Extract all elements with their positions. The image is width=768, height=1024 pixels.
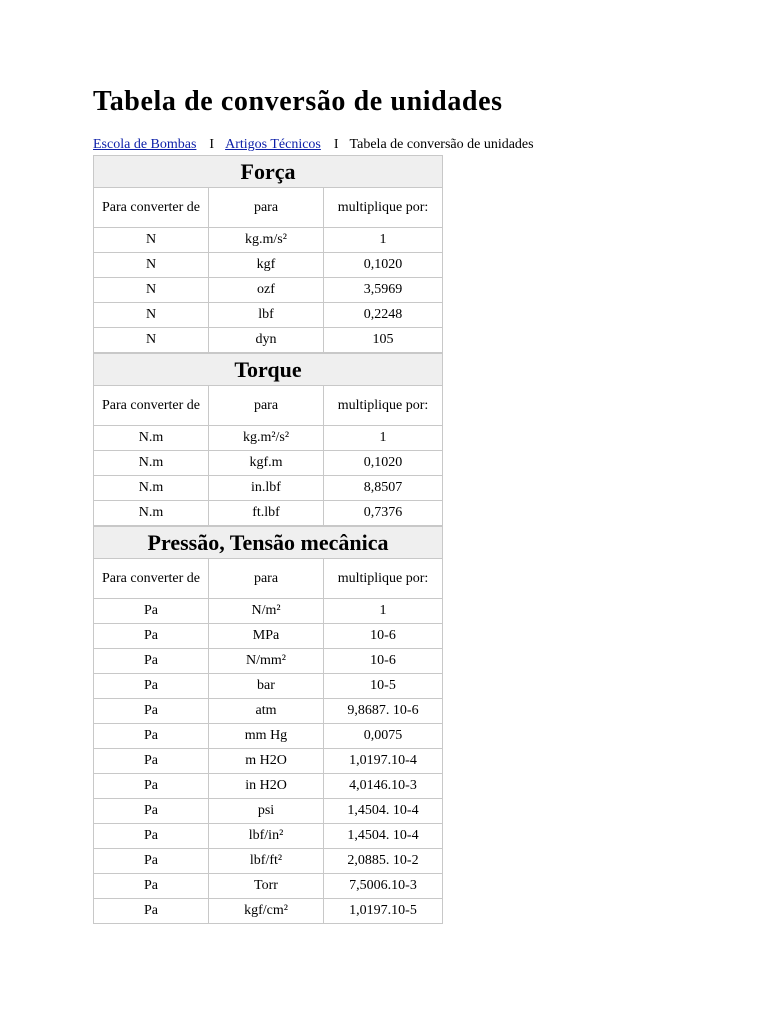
table-row (94, 624, 443, 649)
factor-cell: 1,4504. 10-4 (324, 799, 443, 824)
table-row (94, 849, 443, 874)
to-unit-cell: kgf/cm² (209, 899, 324, 924)
from-unit-cell: N.m (94, 451, 209, 476)
from-unit-cell: Pa (94, 724, 209, 749)
table-row (94, 599, 443, 624)
table-row (94, 899, 443, 924)
from-unit-cell: N.m (94, 476, 209, 501)
section-title: Pressão, Tensão mecânica (94, 527, 443, 559)
table-row (94, 699, 443, 724)
to-unit-cell: kgf.m (209, 451, 324, 476)
table-row (94, 824, 443, 849)
factor-cell: 4,0146.10-3 (324, 774, 443, 799)
breadcrumb-separator: I (209, 137, 215, 152)
table-row (94, 476, 443, 501)
factor-cell: 1 (324, 228, 443, 253)
factor-cell: 0,0075 (324, 724, 443, 749)
column-header-row (94, 188, 443, 228)
table-row (94, 501, 443, 526)
to-unit-cell: bar (209, 674, 324, 699)
table-row (94, 328, 443, 353)
conversion-table (93, 155, 443, 353)
column-header-to: para (209, 559, 324, 599)
from-unit-cell: N (94, 278, 209, 303)
from-unit-cell: N.m (94, 501, 209, 526)
column-header-row (94, 386, 443, 426)
table-row (94, 253, 443, 278)
breadcrumb-separator: I (333, 137, 339, 152)
factor-cell: 10-6 (324, 649, 443, 674)
factor-cell: 0,1020 (324, 451, 443, 476)
to-unit-cell: lbf/in² (209, 824, 324, 849)
factor-cell: 1,4504. 10-4 (324, 824, 443, 849)
factor-cell: 105 (324, 328, 443, 353)
factor-cell: 3,5969 (324, 278, 443, 303)
to-unit-cell: atm (209, 699, 324, 724)
column-header-factor: multiplique por: (324, 188, 443, 228)
table-row (94, 278, 443, 303)
column-header-to: para (209, 188, 324, 228)
factor-cell: 9,8687. 10-6 (324, 699, 443, 724)
from-unit-cell: Pa (94, 799, 209, 824)
column-header-to: para (209, 386, 324, 426)
table-row (94, 674, 443, 699)
factor-cell: 7,5006.10-3 (324, 874, 443, 899)
table-row (94, 799, 443, 824)
to-unit-cell: m H2O (209, 749, 324, 774)
from-unit-cell: Pa (94, 674, 209, 699)
breadcrumb-link-artigos-tecnicos[interactable]: Artigos Técnicos (225, 137, 321, 152)
conversion-table (93, 526, 443, 924)
to-unit-cell: MPa (209, 624, 324, 649)
from-unit-cell: N.m (94, 426, 209, 451)
column-header-factor: multiplique por: (324, 559, 443, 599)
from-unit-cell: Pa (94, 874, 209, 899)
table-row (94, 774, 443, 799)
to-unit-cell: dyn (209, 328, 324, 353)
from-unit-cell: Pa (94, 774, 209, 799)
table-row (94, 749, 443, 774)
table-row (94, 451, 443, 476)
to-unit-cell: ft.lbf (209, 501, 324, 526)
from-unit-cell: N (94, 253, 209, 278)
factor-cell: 1,0197.10-5 (324, 899, 443, 924)
to-unit-cell: lbf (209, 303, 324, 328)
to-unit-cell: N/m² (209, 599, 324, 624)
from-unit-cell: Pa (94, 849, 209, 874)
factor-cell: 1 (324, 599, 443, 624)
to-unit-cell: in H2O (209, 774, 324, 799)
to-unit-cell: kg.m²/s² (209, 426, 324, 451)
from-unit-cell: Pa (94, 699, 209, 724)
from-unit-cell: Pa (94, 624, 209, 649)
factor-cell: 1 (324, 426, 443, 451)
factor-cell: 0,7376 (324, 501, 443, 526)
section-title: Força (94, 156, 443, 188)
table-row (94, 874, 443, 899)
factor-cell: 0,2248 (324, 303, 443, 328)
from-unit-cell: Pa (94, 824, 209, 849)
to-unit-cell: lbf/ft² (209, 849, 324, 874)
from-unit-cell: Pa (94, 749, 209, 774)
to-unit-cell: kg.m/s² (209, 228, 324, 253)
column-header-factor: multiplique por: (324, 386, 443, 426)
breadcrumb-current: Tabela de conversão de unidades (349, 137, 534, 152)
to-unit-cell: kgf (209, 253, 324, 278)
factor-cell: 2,0885. 10-2 (324, 849, 443, 874)
factor-cell: 10-6 (324, 624, 443, 649)
to-unit-cell: in.lbf (209, 476, 324, 501)
column-header-row (94, 559, 443, 599)
from-unit-cell: Pa (94, 649, 209, 674)
table-row (94, 724, 443, 749)
table-row (94, 426, 443, 451)
to-unit-cell: psi (209, 799, 324, 824)
factor-cell: 0,1020 (324, 253, 443, 278)
table-row (94, 649, 443, 674)
breadcrumb-link-escola-de-bombas[interactable]: Escola de Bombas (93, 137, 197, 152)
from-unit-cell: N (94, 228, 209, 253)
to-unit-cell: N/mm² (209, 649, 324, 674)
section-title: Torque (94, 354, 443, 386)
from-unit-cell: N (94, 328, 209, 353)
to-unit-cell: ozf (209, 278, 324, 303)
column-header-from: Para converter de (94, 188, 209, 228)
to-unit-cell: mm Hg (209, 724, 324, 749)
conversion-table (93, 353, 443, 526)
factor-cell: 1,0197.10-4 (324, 749, 443, 774)
from-unit-cell: Pa (94, 899, 209, 924)
column-header-from: Para converter de (94, 386, 209, 426)
conversion-tables (93, 155, 442, 924)
table-row (94, 228, 443, 253)
from-unit-cell: N (94, 303, 209, 328)
page-title: Tabela de conversão de unidades (93, 86, 503, 117)
to-unit-cell: Torr (209, 874, 324, 899)
table-row (94, 303, 443, 328)
factor-cell: 8,8507 (324, 476, 443, 501)
column-header-from: Para converter de (94, 559, 209, 599)
from-unit-cell: Pa (94, 599, 209, 624)
breadcrumb (93, 137, 534, 153)
factor-cell: 10-5 (324, 674, 443, 699)
